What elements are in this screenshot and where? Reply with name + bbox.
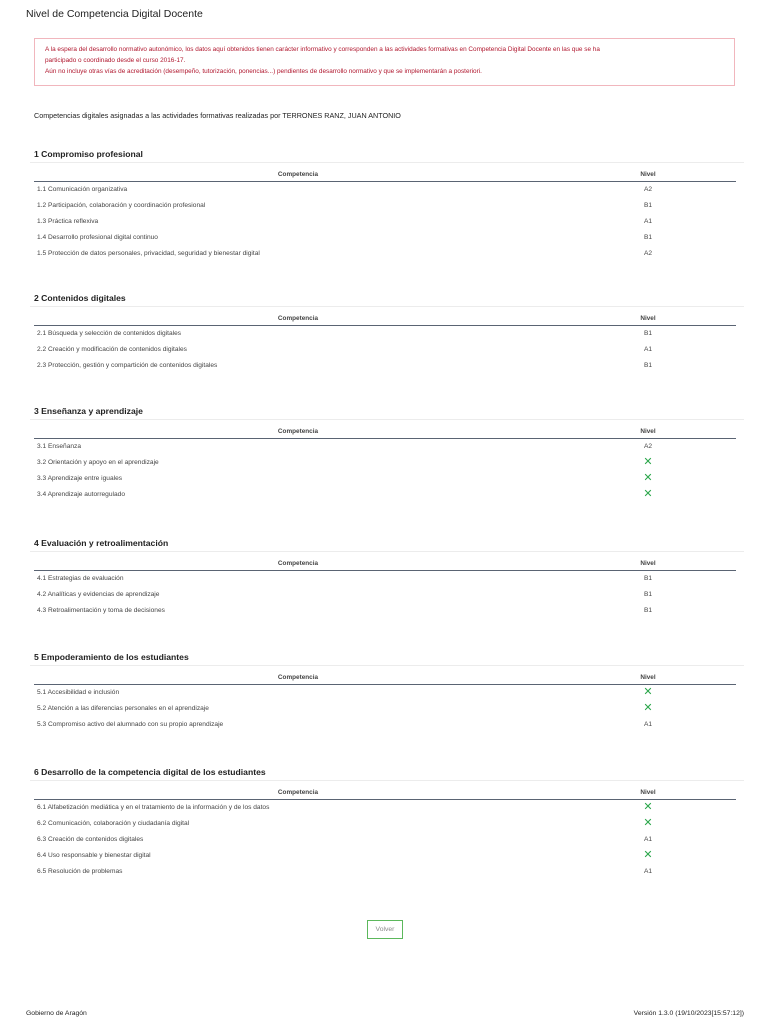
competency-name: 1.5 Protección de datos personales, privacidad, seguridad y bienestar digital	[37, 250, 260, 257]
footer-organization: Gobierno de Aragón	[26, 1010, 87, 1017]
table-row	[34, 358, 736, 374]
section-divider	[30, 780, 744, 781]
competency-level: B1	[643, 591, 653, 598]
footer-version: Versión 1.3.0 (19/10/2023[15:57:12])	[633, 1010, 744, 1017]
competency-level: B1	[643, 202, 653, 209]
table-row	[34, 848, 736, 864]
competency-section	[34, 766, 744, 880]
competency-name: 6.3 Creación de contenidos digitales	[37, 836, 144, 843]
table-row	[34, 214, 736, 230]
table-row	[34, 685, 736, 701]
header-competencia: Competencia	[277, 315, 319, 322]
table-row	[34, 816, 736, 832]
table-row	[34, 182, 736, 198]
competency-name: 6.4 Uso responsable y bienestar digital	[37, 852, 151, 859]
table-row	[34, 800, 736, 816]
header-nivel: Nivel	[640, 171, 656, 178]
not-achieved-icon: ✕	[643, 817, 653, 829]
header-nivel: Nivel	[640, 315, 656, 322]
competency-name: 1.4 Desarrollo profesional digital continuo	[37, 234, 158, 241]
table-header	[34, 313, 736, 326]
table-row	[34, 471, 736, 487]
competency-name: 5.3 Compromiso activo del alumnado con su propio aprendizaje	[37, 721, 224, 728]
table-row	[34, 439, 736, 455]
not-achieved-icon: ✕	[643, 456, 653, 468]
competency-table	[34, 558, 736, 619]
table-row	[34, 246, 736, 262]
competency-section	[34, 405, 744, 503]
table-header	[34, 558, 736, 571]
info-alert	[34, 38, 735, 86]
competency-level: A1	[643, 868, 653, 875]
table-header	[34, 169, 736, 182]
table-row	[34, 571, 736, 587]
intro-text: Competencias digitales asignadas a las actividades formativas realizadas por TERRONES RANZ, JUAN ANTONIO	[34, 111, 401, 120]
section-title: 3 Enseñanza y aprendizaje	[34, 406, 143, 416]
header-nivel: Nivel	[640, 560, 656, 567]
section-divider	[30, 306, 744, 307]
competency-level: A1	[643, 346, 653, 353]
header-competencia: Competencia	[277, 560, 319, 567]
competency-table	[34, 426, 736, 503]
competency-name: 2.2 Creación y modificación de contenidos digitales	[37, 346, 187, 353]
competency-section	[34, 651, 744, 733]
competency-section	[34, 292, 744, 374]
competency-name: 6.1 Alfabetización mediática y en el tratamiento de la información y de los datos	[37, 804, 270, 811]
header-competencia: Competencia	[277, 428, 319, 435]
competency-name: 3.4 Aprendizaje autorregulado	[37, 491, 125, 498]
section-title: 1 Compromiso profesional	[34, 149, 143, 159]
competency-name: 1.2 Participación, colaboración y coordinación profesional	[37, 202, 206, 209]
competency-name: 3.3 Aprendizaje entre iguales	[37, 475, 123, 482]
competency-level: B1	[643, 330, 653, 337]
section-divider	[30, 419, 744, 420]
table-row	[34, 603, 736, 619]
competency-name: 6.5 Resolución de problemas	[37, 868, 123, 875]
competency-name: 1.1 Comunicación organizativa	[37, 186, 128, 193]
volver-button[interactable]: Volver	[367, 920, 403, 939]
table-row	[34, 701, 736, 717]
competency-name: 2.3 Protección, gestión y compartición de contenidos digitales	[37, 362, 218, 369]
competency-level: A1	[643, 721, 653, 728]
table-row	[34, 198, 736, 214]
competency-name: 1.3 Práctica reflexiva	[37, 218, 99, 225]
competency-level: B1	[643, 607, 653, 614]
table-row	[34, 455, 736, 471]
header-nivel: Nivel	[640, 428, 656, 435]
section-divider	[30, 162, 744, 163]
not-achieved-icon: ✕	[643, 849, 653, 861]
header-nivel: Nivel	[640, 789, 656, 796]
not-achieved-icon: ✕	[643, 702, 653, 714]
competency-level: B1	[643, 575, 653, 582]
competency-level: A2	[643, 250, 653, 257]
table-row	[34, 717, 736, 733]
table-row	[34, 587, 736, 603]
header-nivel: Nivel	[640, 674, 656, 681]
competency-name: 6.2 Comunicación, colaboración y ciudadanía digital	[37, 820, 190, 827]
competency-name: 5.2 Atención a las diferencias personales en el aprendizaje	[37, 705, 209, 712]
competency-name: 4.2 Analíticas y evidencias de aprendizaje	[37, 591, 160, 598]
competency-name: 3.1 Enseñanza	[37, 443, 81, 450]
section-title: 2 Contenidos digitales	[34, 293, 126, 303]
header-competencia: Competencia	[277, 674, 319, 681]
competency-level: A2	[643, 443, 653, 450]
header-competencia: Competencia	[277, 171, 319, 178]
section-title: 6 Desarrollo de la competencia digital de los estudiantes	[34, 767, 266, 777]
table-header	[34, 787, 736, 800]
competency-level: A2	[643, 186, 653, 193]
competency-name: 4.3 Retroalimentación y toma de decisiones	[37, 607, 165, 614]
competency-name: 5.1 Accesibilidad e inclusión	[37, 689, 120, 696]
competency-table	[34, 787, 736, 880]
section-divider	[30, 551, 744, 552]
not-achieved-icon: ✕	[643, 488, 653, 500]
not-achieved-icon: ✕	[643, 686, 653, 698]
not-achieved-icon: ✕	[643, 801, 653, 813]
competency-name: 4.1 Estrategias de evaluación	[37, 575, 124, 582]
competency-name: 3.2 Orientación y apoyo en el aprendizaje	[37, 459, 159, 466]
table-row	[34, 326, 736, 342]
alert-line-1: A la espera del desarrollo normativo autonómico, los datos aquí obtenidos tienen carácter informativo y corresponden a las actividades formativas en Competencia Digital Docente en las que se ha	[45, 46, 600, 53]
table-row	[34, 342, 736, 358]
table-row	[34, 230, 736, 246]
competency-level: A1	[643, 836, 653, 843]
competency-level: A1	[643, 218, 653, 225]
competency-level: B1	[643, 234, 653, 241]
header-competencia: Competencia	[277, 789, 319, 796]
section-title: 4 Evaluación y retroalimentación	[34, 538, 169, 548]
section-divider	[30, 665, 744, 666]
section-title: 5 Empoderamiento de los estudiantes	[34, 652, 189, 662]
table-row	[34, 832, 736, 848]
table-header	[34, 426, 736, 439]
not-achieved-icon: ✕	[643, 472, 653, 484]
alert-line-2: participado o coordinado desde el curso 2016-17.	[45, 57, 186, 64]
competency-section	[34, 148, 744, 262]
competency-level: B1	[643, 362, 653, 369]
table-row	[34, 487, 736, 503]
page-title: Nivel de Competencia Digital Docente	[26, 8, 203, 20]
competency-name: 2.1 Búsqueda y selección de contenidos digitales	[37, 330, 182, 337]
competency-section	[34, 537, 744, 619]
alert-line-3: Aún no incluye otras vías de acreditación (desempeño, tutorización, ponencias...) pendientes de desarrollo normativo y que se implementarán a posteriori.	[45, 68, 482, 75]
table-header	[34, 672, 736, 685]
competency-table	[34, 672, 736, 733]
competency-table	[34, 313, 736, 374]
competency-table	[34, 169, 736, 262]
table-row	[34, 864, 736, 880]
